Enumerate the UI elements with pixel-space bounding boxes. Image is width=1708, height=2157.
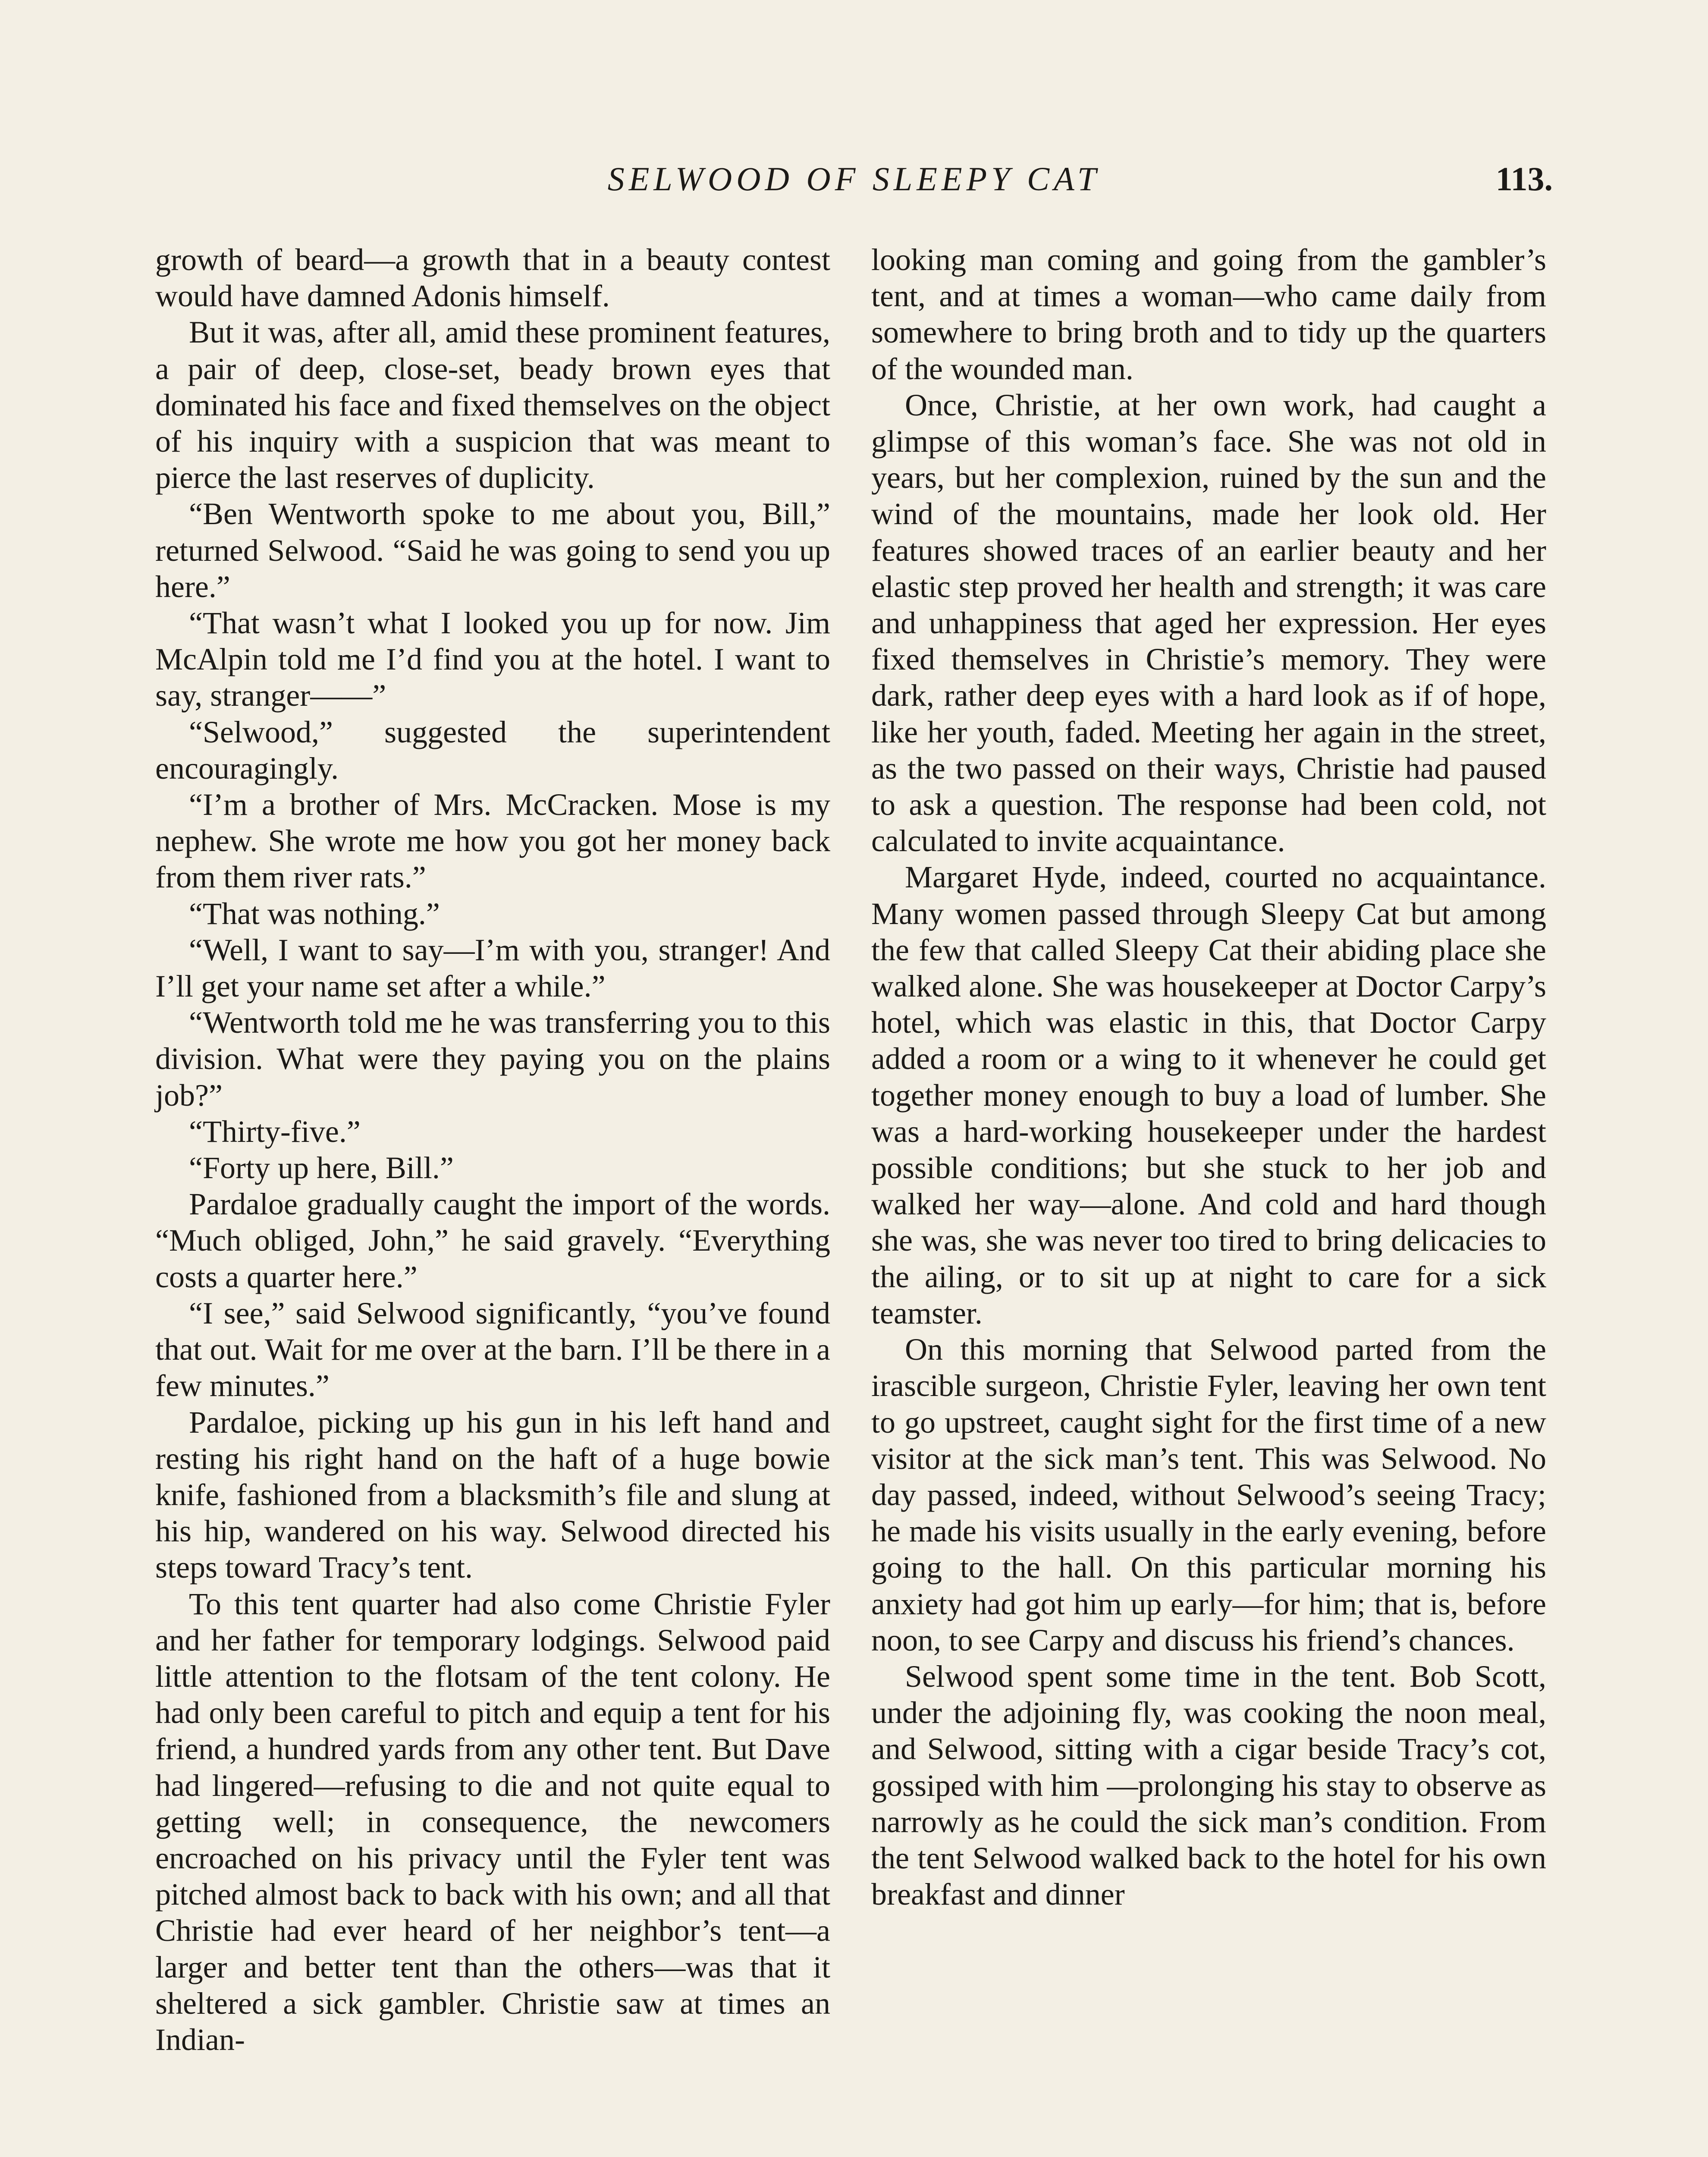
paragraph: “Well, I want to say—I’m with you, stranger! And I’ll get your name set after a while.”	[155, 932, 830, 1004]
paragraph: “Wentworth told me he was transferring you to this division. What were they paying you on the plains job?”	[155, 1005, 830, 1113]
paragraph: Pardaloe, picking up his gun in his left hand and resting his right hand on the haft of a huge bowie knife, fashioned from a blacksmith’s file and slung at his hip, wandered on his way. Selwood directed his steps toward Tracy’s tent.	[155, 1405, 830, 1585]
left-column	[155, 242, 830, 2058]
paragraph: “Ben Wentworth spoke to me about you, Bill,” returned Selwood. “Said he was going to send you up here.”	[155, 497, 830, 604]
paragraph: Margaret Hyde, indeed, courted no acquaintance. Many women passed through Sleepy Cat but among the few that called Sleepy Cat their abiding place she walked alone. She was housekeeper at Doctor Carpy’s hotel, which was elastic in this, that Doctor Carpy added a room or a wing to it whenever he could get together money enough to buy a load of lumber. She was a hard-working housekeeper under the hardest possible conditions; but she stuck to her job and walked her way—alone. And cold and hard though she was, she was never too tired to bring delicacies to the ailing, or to sit up at night to care for a sick teamster.	[871, 860, 1546, 1330]
page-number: 113.	[1495, 160, 1553, 198]
running-title: SELWOOD OF SLEEPY CAT	[607, 160, 1101, 198]
paragraph: But it was, after all, amid these prominent features, a pair of deep, close-set, beady brown eyes that dominated his face and fixed themselves on the object of his inquiry with a suspicion that was meant to pierce the last reserves of duplicity.	[155, 315, 830, 495]
paragraph: looking man coming and going from the gambler’s tent, and at times a woman—who came daily from somewhere to bring broth and to tidy up the quarters of the wounded man.	[871, 242, 1546, 386]
paragraph: On this morning that Selwood parted from the irascible surgeon, Christie Fyler, leaving her own tent to go upstreet, caught sight for the first time of a new visitor at the sick man’s tent. This was Selwood. No day passed, indeed, without Selwood’s seeing Tracy; he made his visits usually in the early evening, before going to the hall. On this particular morning his anxiety had got him up early—for him; that is, before noon, to see Carpy and discuss his friend’s chances.	[871, 1332, 1546, 1657]
paragraph: “I’m a brother of Mrs. McCracken. Mose is my nephew. She wrote me how you got her money back from them river rats.”	[155, 787, 830, 895]
paragraph: To this tent quarter had also come Christie Fyler and her father for temporary lodgings. Selwood paid little attention to the flotsam of the tent colony. He had only been careful to pitch and equip a tent for his friend, a hundred yards from any other tent. But Dave had lingered—refusing to die and not quite equal to getting well; in consequence, the newcomers encroached on his privacy until the Fyler tent was pitched almost back to back with his own; and all that Christie had ever heard of her neighbor’s tent—a larger and better tent than the others—was that it sheltered a sick gambler. Christie saw at times an Indian-	[155, 1586, 830, 2057]
paragraph: Once, Christie, at her own work, had caught a glimpse of this woman’s face. She was not old in years, but her complexion, ruined by the sun and the wind of the mountains, made her look old. Her features showed traces of an earlier beauty and her elastic step proved her health and strength; it was care and unhappiness that aged her expression. Her eyes fixed themselves in Christie’s memory. They were dark, rather deep eyes with a hard look as if of hope, like her youth, faded. Meeting her again in the street, as the two passed on their ways, Christie had paused to ask a question. The response had been cold, not calculated to invite acquaintance.	[871, 387, 1546, 858]
paragraph: “Selwood,” suggested the superintendent encouragingly.	[155, 714, 830, 786]
paragraph: “That was nothing.”	[189, 896, 440, 931]
paragraph: Selwood spent some time in the tent. Bob Scott, under the adjoining fly, was cooking the noon meal, and Selwood, sitting with a cigar beside Tracy’s cot, gossiped with him —prolonging his stay to observe as narrowly as he could the sick man’s condition. From the tent Selwood walked back to the hotel for his own breakfast and dinner	[871, 1659, 1546, 1912]
paragraph: Pardaloe gradually caught the import of the words. “Much obliged, John,” he said gravely. “Everything costs a quarter here.”	[155, 1187, 830, 1294]
paragraph: growth of beard—a growth that in a beauty contest would have damned Adonis himself.	[155, 242, 830, 314]
page-header	[155, 160, 1553, 211]
paragraph: “I see,” said Selwood significantly, “you’ve found that out. Wait for me over at the barn. I’ll be there in a few minutes.”	[155, 1295, 830, 1403]
right-column	[871, 242, 1546, 1912]
paragraph: “Forty up here, Bill.”	[189, 1151, 454, 1185]
paragraph: “Thirty-five.”	[189, 1114, 361, 1149]
paragraph: “That wasn’t what I looked you up for now. Jim McAlpin told me I’d find you at the hotel. I want to say, stranger——”	[155, 606, 830, 713]
